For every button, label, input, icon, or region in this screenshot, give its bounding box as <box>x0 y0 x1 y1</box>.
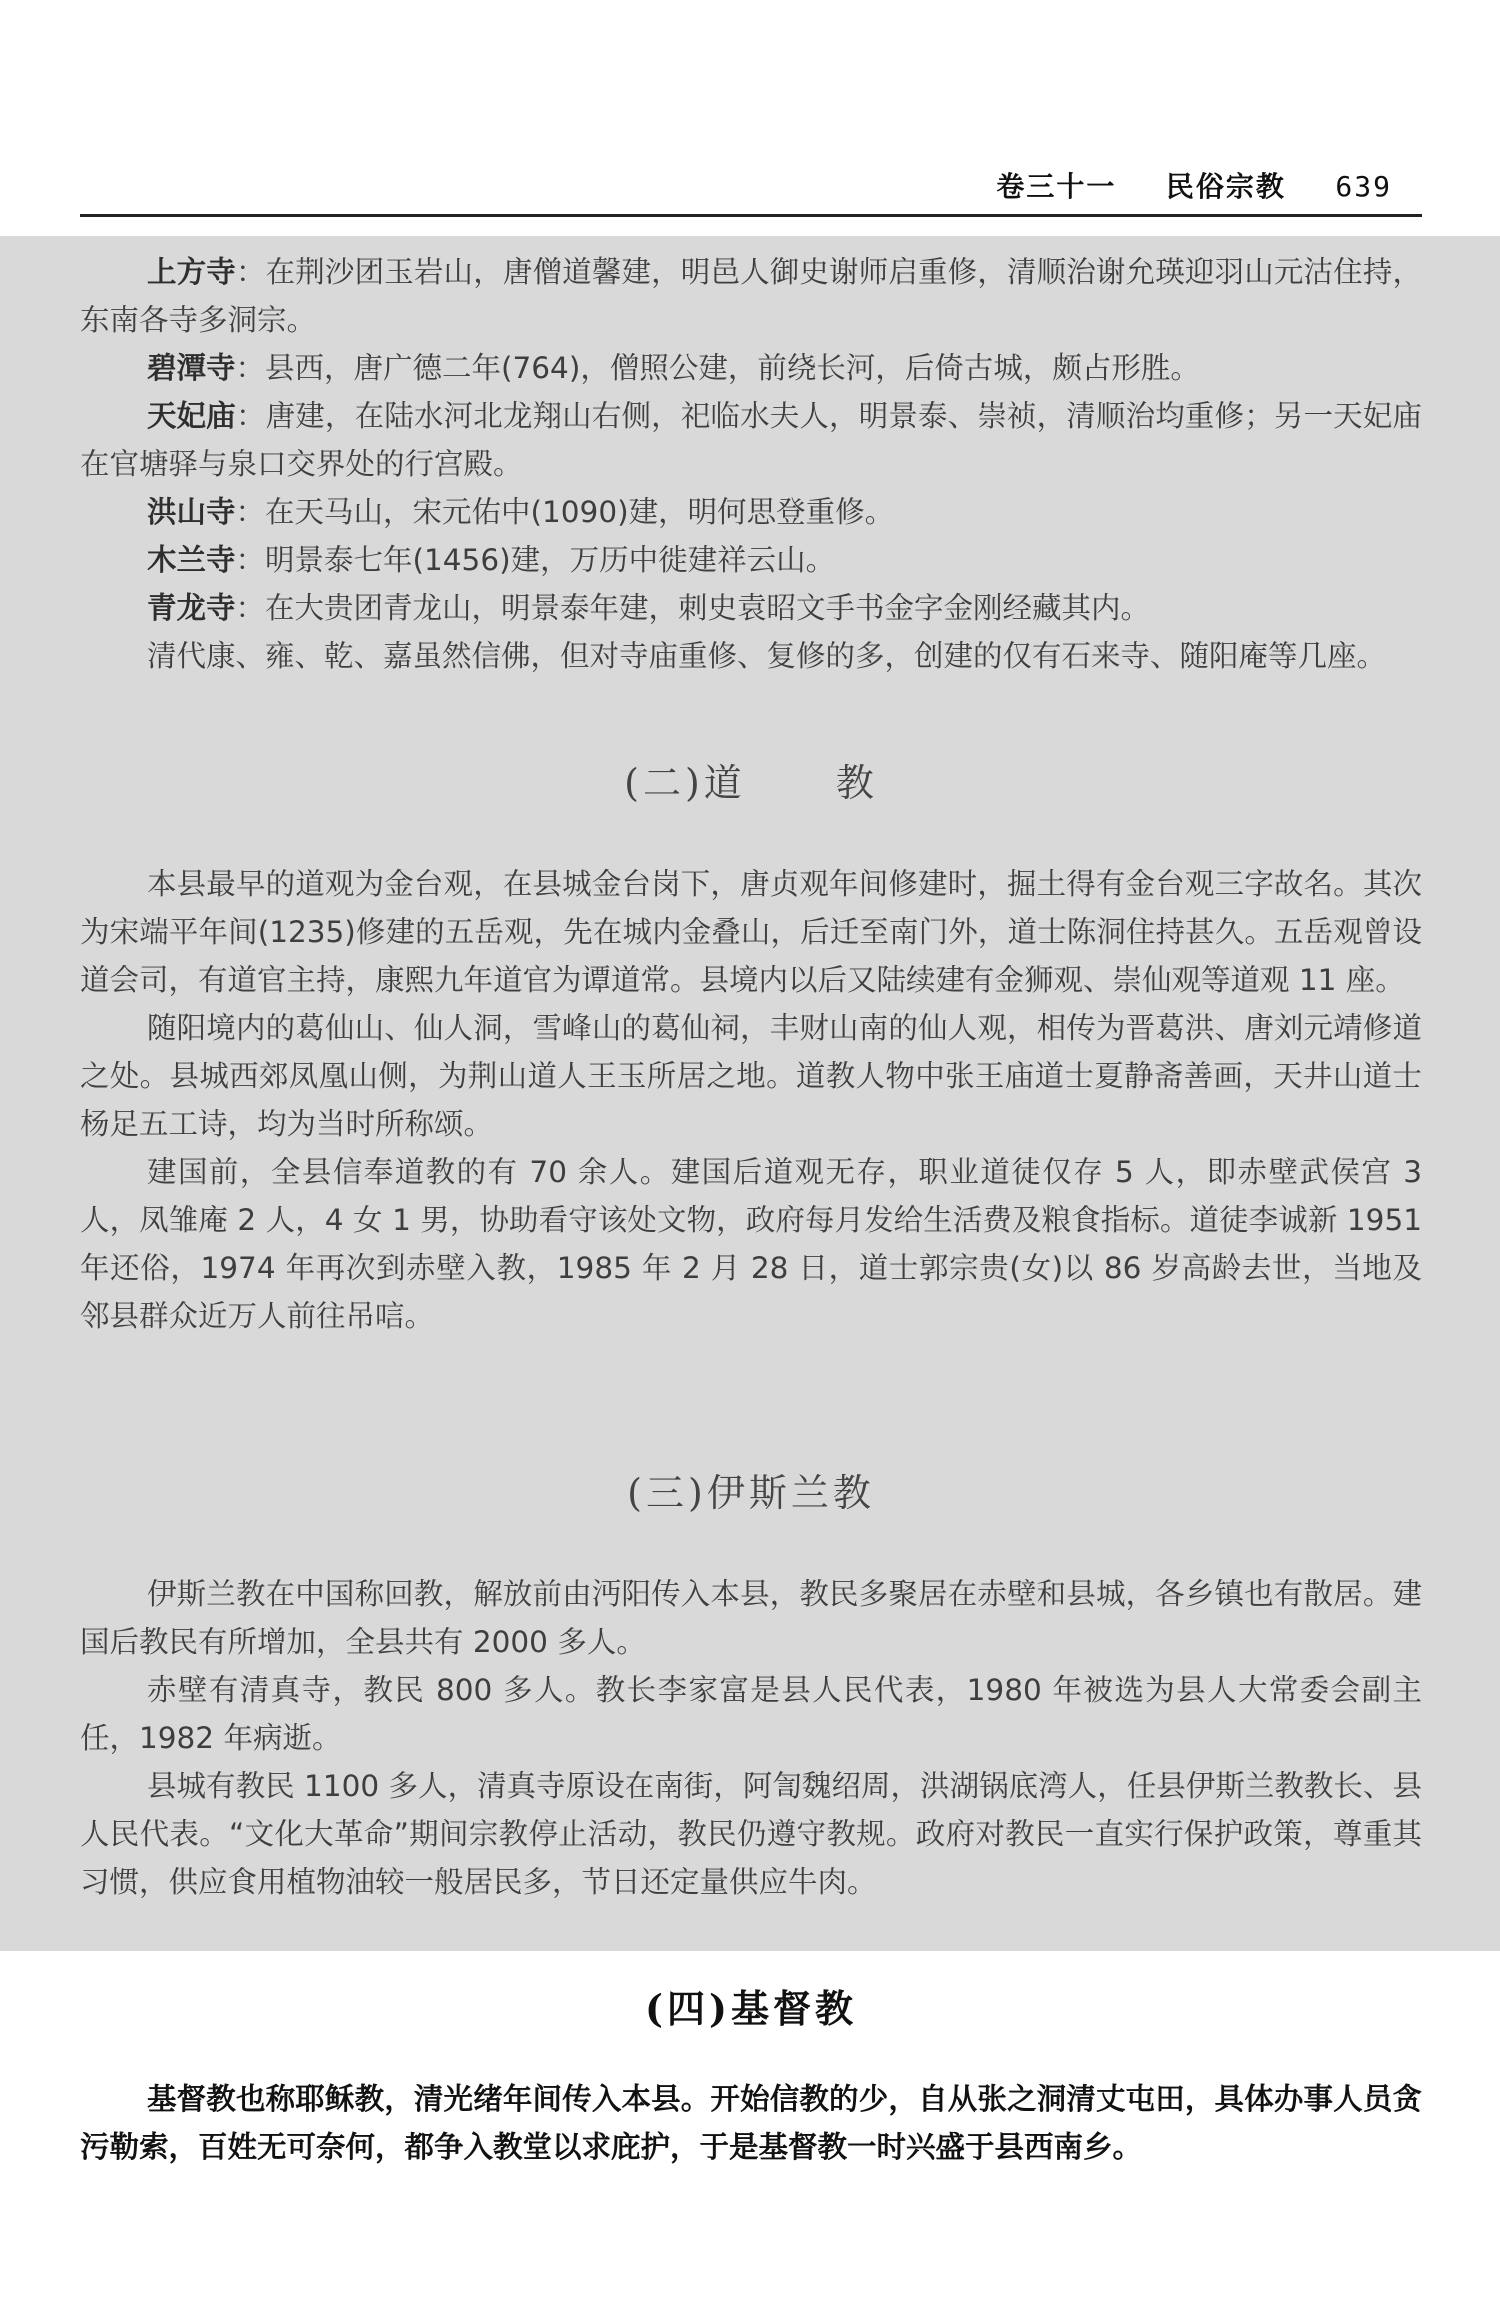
islam-title-wrap <box>80 1462 1422 1517</box>
temple-entry <box>80 536 1422 584</box>
temple-name: 上方寺 <box>147 255 236 289</box>
temple-desc: ：在荆沙团玉岩山，唐僧道馨建，明邑人御史谢师启重修，清顺治谢允瑛迎羽山元沽住持，东南各寺多洞宗。 <box>80 255 1422 337</box>
temple-name: 青龙寺 <box>147 591 236 625</box>
christianity-body <box>80 2075 1422 2171</box>
temple-entry <box>80 584 1422 632</box>
title-part-b: 教 <box>835 761 878 805</box>
temple-name: 木兰寺 <box>147 543 236 577</box>
temple-name: 天妃庙 <box>147 399 236 433</box>
temple-entry <box>80 392 1422 488</box>
temple-desc: ：唐建，在陆水河北龙翔山右侧，祀临水夫人，明景泰、崇祯，清顺治均重修；另一天妃庙在官塘驿与泉口交界处的行宫殿。 <box>80 399 1422 481</box>
islam-body <box>80 1570 1422 1906</box>
taoism-paragraph: 随阳境内的葛仙山、仙人洞，雪峰山的葛仙祠，丰财山南的仙人观，相传为晋葛洪、唐刘元靖修道之处。县城西郊凤凰山侧，为荆山道人王玉所居之地。道教人物中张王庙道士夏静斋善画，天井山道士杨足五工诗，均为当时所称颂。 <box>80 1011 1422 1141</box>
taoism-title-wrap <box>80 752 1422 807</box>
temple-name: 洪山寺 <box>147 495 236 529</box>
islam-paragraph: 县城有教民 1100 多人，清真寺原设在南街，阿訇魏绍周，洪湖锅底湾人，任县伊斯兰教教长、县人民代表。“文化大革命”期间宗教停止活动，教民仍遵守教规。政府对教民一直实行保护政策，尊重其习惯，供应食用植物油较一般居民多，节日还定量供应牛肉。 <box>80 1769 1422 1899</box>
temple-entry <box>80 488 1422 536</box>
christianity-section <box>80 1978 1422 2033</box>
running-head <box>996 165 1392 205</box>
temple-desc: ：县西，唐广德二年(764)，僧照公建，前绕长河，后倚古城，颇占形胜。 <box>235 351 1200 385</box>
section-title-christianity: (四)基督教 <box>645 1986 857 2031</box>
temple-desc: ：在大贵团青龙山，明景泰年建，刺史袁昭文手书金字金刚经藏其内。 <box>235 591 1151 625</box>
taoism-paragraph: 本县最早的道观为金台观，在县城金台岗下，唐贞观年间修建时，掘土得有金台观三字故名。其次为宋端平年间(1235)修建的五岳观，先在城内金叠山，后迁至南门外，道士陈洞住持甚久。五岳观曾设道会司，有道官主持，康熙九年道官为谭道常。县境内以后又陆续建有金狮观、崇仙观等道观 11 座。 <box>80 867 1422 997</box>
header-rule <box>80 214 1422 217</box>
taoism-paragraph: 建国前，全县信奉道教的有 70 余人。建国后道观无存，职业道徒仅存 5 人，即赤壁武侯宫 3 人，凤雏庵 2 人，4 女 1 男，协助看守该处文物，政府每月发给生活费及粮食指标。道徒李诚新 1951 年还俗，1974 年再次到赤壁入教，1985 年 2 月 28 日，道士郭宗贵(女)以 86 岁高龄去世，当地及邻县群众近万人前往吊唁。 <box>80 1155 1422 1333</box>
islam-paragraph: 赤壁有清真寺，教民 800 多人。教长李家富是县人民代表，1980 年被选为县人大常委会副主任，1982 年病逝。 <box>80 1673 1422 1755</box>
page-header <box>0 0 1500 236</box>
christianity-paragraph: 基督教也称耶稣教，清光绪年间传入本县。开始信教的少，自从张之洞清丈屯田，具体办事人员贪污勒索，百姓无可奈何，都争入教堂以求庇护，于是基督教一时兴盛于县西南乡。 <box>80 2082 1422 2164</box>
temple-name: 碧潭寺 <box>147 351 236 385</box>
section-title-islam: (三)伊斯兰教 <box>627 1471 875 1515</box>
temple-entry <box>80 344 1422 392</box>
islam-paragraph: 伊斯兰教在中国称回教，解放前由沔阳传入本县，教民多聚居在赤壁和县城，各乡镇也有散居。建国后教民有所增加，全县共有 2000 多人。 <box>80 1577 1422 1659</box>
temple-desc: ：在天马山，宋元佑中(1090)建，明何思登重修。 <box>235 495 895 529</box>
buddhism-summary: 清代康、雍、乾、嘉虽然信佛，但对寺庙重修、复修的多，创建的仅有石来寺、随阳庵等几座。 <box>147 639 1387 673</box>
title-part-a: (二)道 <box>624 761 746 805</box>
taoism-body <box>80 860 1422 1340</box>
page-number: 639 <box>1335 170 1392 203</box>
temple-entry <box>80 248 1422 344</box>
section-title-taoism <box>80 752 1422 807</box>
volume-label: 卷三十一 <box>996 170 1117 203</box>
section-label: 民俗宗教 <box>1165 170 1286 203</box>
temple-desc: ：明景泰七年(1456)建，万历中徙建祥云山。 <box>235 543 836 577</box>
buddhism-entries <box>80 248 1422 680</box>
